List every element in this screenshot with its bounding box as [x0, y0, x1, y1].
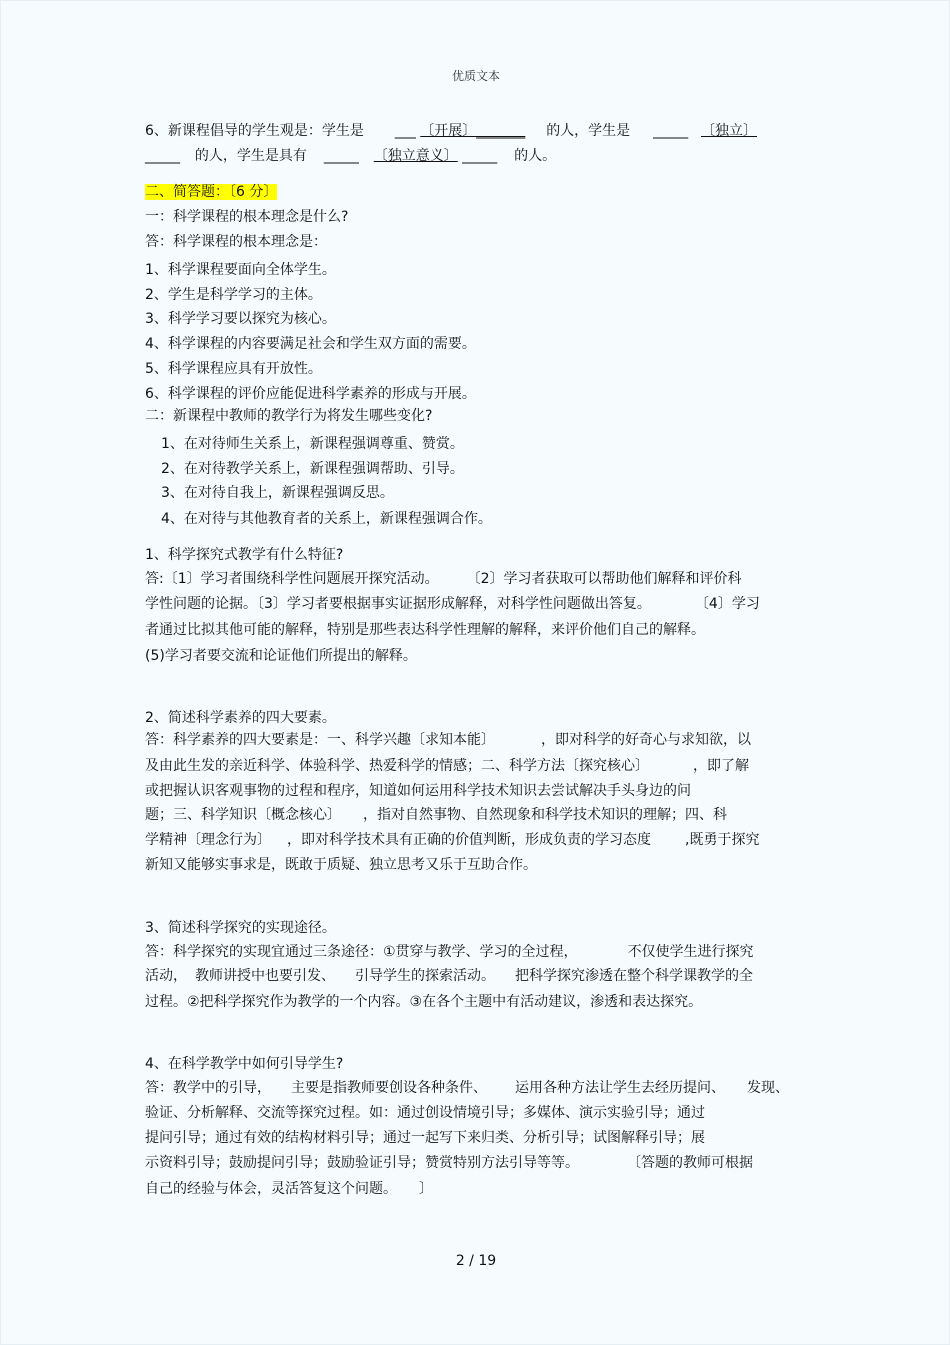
- answer-line: [145, 1180, 433, 1198]
- answer-line: 或把握认识客观事物的过程和程序，知道如何运用科学技术知识去尝试解决手头身边的问: [145, 783, 691, 799]
- answer-line: 过程。②把科学探究作为教学的一个内容。③在各个主题中有活动建议，渗透和表达探究。: [145, 994, 703, 1010]
- list-item: 6、科学课程的评价应能促进科学素养的形成与开展。: [145, 386, 476, 402]
- answer-text: 运用各种方法让学生去经历提问、: [515, 1080, 725, 1096]
- answer-text: ，即了解: [693, 758, 749, 774]
- list-item: 4、在对待与其他教育者的关系上，新课程强调合作。: [161, 511, 492, 527]
- answer-text: ，即对科学的好奇心与求知欲，以: [541, 732, 751, 748]
- list-item: 3、科学学习要以探究为核心。: [145, 311, 336, 327]
- q6-text: 的人，学生是: [546, 123, 631, 139]
- list-item: 1、科学课程要面向全体学生。: [145, 262, 336, 278]
- answer-line: [145, 943, 754, 961]
- answer-line: [145, 731, 751, 749]
- question-heading: 一：科学课程的根本理念是什么?: [145, 209, 349, 225]
- page-header: 优质文本: [451, 69, 500, 83]
- list-item: 2、在对待教学关系上，新课程强调帮助、引导。: [161, 461, 464, 477]
- list-item: 3、在对待自我上，新课程强调反思。: [161, 485, 394, 501]
- answer-text: 教师讲授中也要引发、: [195, 968, 335, 984]
- q6-answer-independent-meaning: 〔独立意义〕: [373, 148, 458, 164]
- q6-blank: ___: [394, 123, 416, 139]
- answer-text: 及由此生发的亲近科学、体验科学、热爱科学的情感；二、科学方法〔探究核心〕: [145, 758, 649, 774]
- answer-text: 把科学探究渗透在整个科学课教学的全: [515, 968, 753, 984]
- answer-text: ,既勇于探究: [685, 832, 760, 848]
- list-item: 4、科学课程的内容要满足社会和学生双方面的需要。: [145, 336, 476, 352]
- list-item: 5、科学课程应具有开放性。: [145, 361, 322, 377]
- q6-blank: _____: [323, 148, 359, 164]
- q6-answer-develop: 〔开展〕_______: [420, 123, 526, 139]
- answer-line: 验证、分析解释、交流等探究过程。如：通过创设情境引导；多媒体、演示实验引导；通过: [145, 1105, 705, 1121]
- answer-line: [145, 806, 727, 824]
- answer-text: 发现、: [747, 1080, 789, 1096]
- answer-line: [145, 967, 753, 985]
- q6-text: 6、新课程倡导的学生观是：学生是: [145, 123, 364, 139]
- answer-line: 者通过比拟其他可能的解释，特别是那些表达科学性理解的解释，来评价他们自己的解释。: [145, 622, 705, 638]
- answer-intro: 答：科学课程的根本理念是：: [145, 234, 327, 250]
- answer-text: 活动，: [145, 968, 187, 984]
- answer-text: 自己的经验与体会，灵活答复这个问题。: [145, 1181, 397, 1197]
- question-heading: 2、简述科学素养的四大要素。: [145, 710, 336, 726]
- question-heading: 3、简述科学探究的实现途径。: [145, 920, 336, 936]
- question-heading: 4、在科学教学中如何引导学生?: [145, 1056, 344, 1072]
- answer-text: 学精神〔理念行为〕: [145, 832, 271, 848]
- answer-text: 不仅使学生进行探究: [627, 944, 754, 960]
- q6-answer-independent: 〔独立〕: [701, 123, 757, 139]
- answer-line: [145, 595, 760, 613]
- section-title-highlight: 二、简答题：〔6 分〕: [145, 184, 278, 200]
- q6-text: 的人。: [514, 148, 557, 164]
- question-heading: 二：新课程中教师的教学行为将发生哪些变化?: [145, 408, 433, 424]
- answer-text: 学性问题的论据。〔3〕学习者要根据事实证据形成解释，对科学性问题做出答复。: [145, 596, 651, 612]
- answer-text: 题；三、科学知识〔概念核心〕: [145, 807, 341, 823]
- answer-line: [145, 1154, 753, 1172]
- answer-text: 示资料引导；鼓励提问引导；鼓励验证引导；赞赏特别方法引导等等。: [145, 1155, 579, 1171]
- answer-text: 答:〔1〕学习者围绕科学性问题展开探究活动。: [145, 571, 439, 587]
- answer-text: 〔4〕学习: [694, 596, 760, 612]
- answer-line: 提问引导；通过有效的结构材料引导；通过一起写下来归类、分析引导；试图解释引导；展: [145, 1130, 705, 1146]
- q6-blank: _____: [462, 148, 498, 164]
- answer-text: 〕: [419, 1181, 433, 1197]
- list-item: 2、学生是科学学习的主体。: [145, 287, 322, 303]
- answer-line: (5)学习者要交流和论证他们所提出的解释。: [145, 648, 417, 664]
- answer-text: 答：科学探究的实现宜通过三条途径：①贯穿与教学、学习的全过程，: [145, 944, 578, 960]
- q6-line2: [145, 147, 556, 165]
- q6-text: 的人，学生是具有: [194, 148, 307, 164]
- answer-text: 引导学生的探索活动。: [355, 968, 495, 984]
- q6-blank: _____: [145, 148, 180, 164]
- answer-text: ，即对科学技术具有正确的价值判断，形成负责的学习态度: [287, 832, 651, 848]
- answer-line: [145, 757, 749, 775]
- answer-text: 〔2〕学习者获取可以帮助他们解释和评价科: [466, 571, 742, 587]
- answer-line: [145, 1079, 789, 1097]
- answer-text: 答：科学素养的四大要素是：一、科学兴趣〔求知本能〕: [145, 732, 495, 748]
- section-title: [145, 183, 277, 201]
- answer-line: [145, 570, 742, 588]
- answer-text: 主要是指教师要创设各种条件、: [291, 1080, 487, 1096]
- answer-line: [145, 831, 759, 849]
- question-heading: 1、科学探究式教学有什么特征?: [145, 547, 344, 563]
- page-number: 2 / 19: [455, 1253, 497, 1269]
- answer-text: ，指对自然事物、自然现象和科学技术知识的理解；四、科: [363, 807, 727, 823]
- answer-text: 答：教学中的引导，: [145, 1080, 271, 1096]
- answer-line: 新知又能够实事求是，既敢于质疑、独立思考又乐于互助合作。: [145, 857, 537, 873]
- list-item: 1、在对待师生关系上，新课程强调尊重、赞赏。: [161, 436, 464, 452]
- answer-text: 〔答题的教师可根据: [627, 1155, 753, 1171]
- q6-blank: _____: [653, 123, 689, 139]
- q6-line1: [145, 122, 757, 140]
